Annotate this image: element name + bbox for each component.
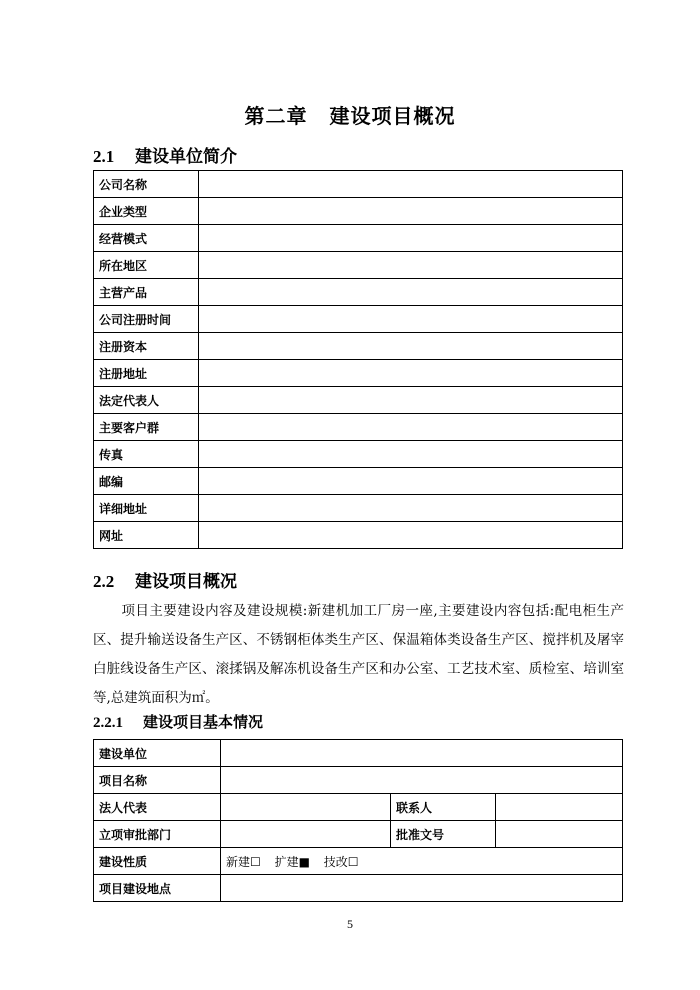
value-cell (199, 495, 623, 522)
row-label: 注册地址 (94, 360, 199, 387)
value-cell (199, 171, 623, 198)
table-row (94, 225, 623, 252)
section-title: 建设项目概况 (135, 572, 237, 592)
row-label: 公司名称 (94, 171, 199, 198)
value-cell (199, 333, 623, 360)
section-title: 建设项目基本情况 (143, 713, 264, 731)
table-row (94, 441, 623, 468)
value-cell (199, 306, 623, 333)
value-cell (199, 441, 623, 468)
value-cell (199, 252, 623, 279)
row-label: 项目建设地点 (94, 875, 221, 902)
value-cell (221, 875, 623, 902)
row-label: 主营产品 (94, 279, 199, 306)
section-number: 2.2.1 (93, 715, 123, 731)
row-label: 立项审批部门 (94, 821, 221, 848)
table-row (94, 414, 623, 441)
table-row (94, 171, 623, 198)
option-renovate-checkbox[interactable]: 技改☐ (323, 854, 359, 869)
table-row (94, 821, 623, 848)
table-row (94, 387, 623, 414)
value-cell (221, 767, 623, 794)
section-title: 建设单位简介 (135, 147, 237, 167)
chapter-number: 第二章 (244, 104, 308, 128)
row-label: 企业类型 (94, 198, 199, 225)
option-expand-checkbox[interactable]: 扩建■ (274, 854, 310, 869)
value-cell (199, 387, 623, 414)
value-cell (199, 225, 623, 252)
row-label: 主要客户群 (94, 414, 199, 441)
row-label: 建设单位 (94, 740, 221, 767)
row-label: 所在地区 (94, 252, 199, 279)
row-label: 邮编 (94, 468, 199, 495)
table-row (94, 252, 623, 279)
row-label: 详细地址 (94, 495, 199, 522)
row-label: 传真 (94, 441, 199, 468)
row-label: 经营模式 (94, 225, 199, 252)
project-description (93, 597, 624, 713)
row-label: 公司注册时间 (94, 306, 199, 333)
value-cell (199, 360, 623, 387)
project-info-table (93, 739, 623, 902)
value-cell (199, 279, 623, 306)
nature-options (221, 848, 623, 875)
value-cell (199, 468, 623, 495)
table-row (94, 522, 623, 549)
row-label: 法人代表 (94, 794, 221, 821)
section-2-2-1-heading (93, 711, 263, 732)
row-label: 法定代表人 (94, 387, 199, 414)
table-row (94, 495, 623, 522)
row-label: 注册资本 (94, 333, 199, 360)
option-new-checkbox[interactable]: 新建☐ (226, 854, 261, 869)
table-row (94, 360, 623, 387)
table-row (94, 740, 623, 767)
table-row (94, 468, 623, 495)
table-row (94, 875, 623, 902)
company-info-table (93, 170, 623, 549)
section-2-1-heading (93, 142, 237, 167)
value-cell (199, 414, 623, 441)
value-cell (221, 794, 391, 821)
table-row (94, 333, 623, 360)
chapter-subtitle: 建设项目概况 (329, 104, 456, 128)
table-row (94, 198, 623, 225)
row-label: 联系人 (391, 794, 496, 821)
value-cell (496, 821, 623, 848)
value-cell (199, 522, 623, 549)
row-label: 批准文号 (391, 821, 496, 848)
section-2-2-heading (93, 567, 237, 592)
project-description-text: 项目主要建设内容及建设规模:新建机加工厂房一座,主要建设内容包括:配电柜生产区、提升输送设备生产区、不锈钢柜体类生产区、保温箱体类设备生产区、搅拌机及屠宰白脏线设备生产区、滚揉锅及解冻机设备生产区和办公室、工艺技术室、质检室、培训室等,总建筑面积为㎡。 (93, 603, 624, 706)
value-cell (496, 794, 623, 821)
value-cell (221, 740, 623, 767)
section-number: 2.1 (93, 147, 115, 166)
section-number: 2.2 (93, 572, 115, 591)
table-row (94, 794, 623, 821)
row-label: 项目名称 (94, 767, 221, 794)
page-number: 5 (347, 917, 353, 931)
row-label: 建设性质 (94, 848, 221, 875)
value-cell (221, 821, 391, 848)
table-row (94, 767, 623, 794)
row-label: 网址 (94, 522, 199, 549)
chapter-title (0, 100, 700, 129)
value-cell (199, 198, 623, 225)
table-row (94, 848, 623, 875)
table-row (94, 279, 623, 306)
table-row (94, 306, 623, 333)
